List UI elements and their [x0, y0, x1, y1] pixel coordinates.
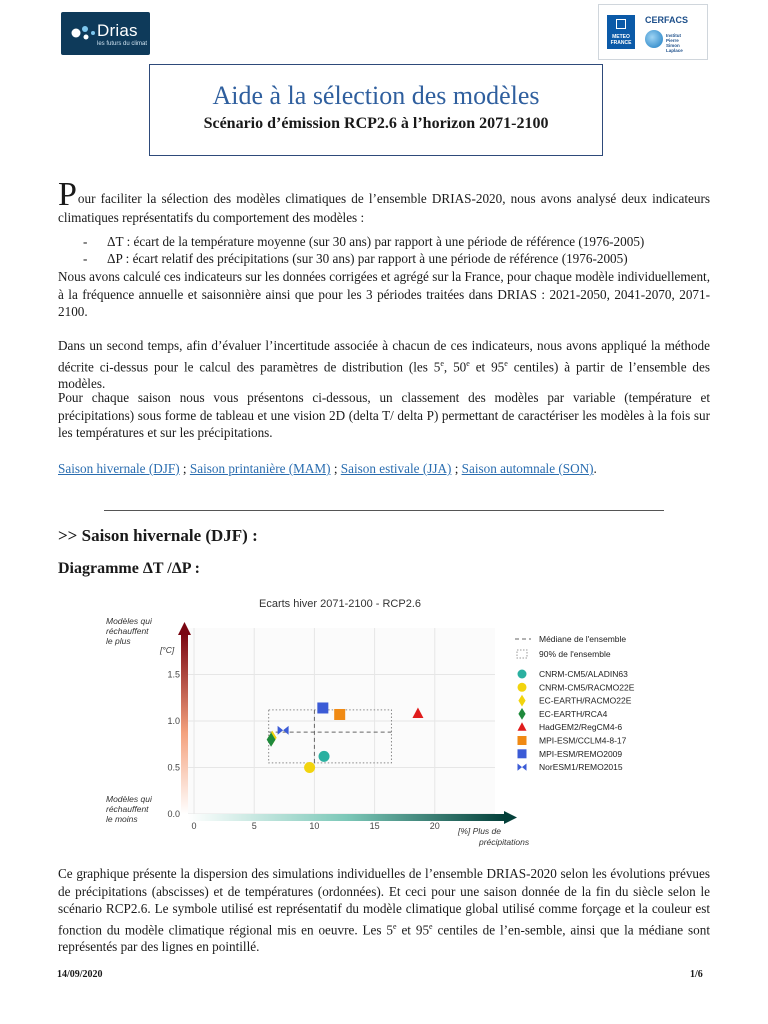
section-heading: >> Saison hivernale (DJF) : [58, 526, 258, 545]
p3-text-d: centiles) à partir de l’ensemble des modèles. [58, 358, 710, 392]
ipsl-line1: Institut [666, 33, 681, 38]
annotation-line: Modèles qui [106, 616, 152, 626]
y-axis-label: [°C] [160, 645, 175, 655]
link-separator: ; [451, 461, 462, 476]
plot-area [167, 622, 517, 831]
legend-marker [518, 722, 527, 731]
drias-logo-tagline: les futurs du climat [97, 41, 148, 47]
legend-label: CNRM-CM5/RACMO22E [539, 682, 635, 693]
y-tick-label: 0.5 [167, 762, 180, 773]
bullet-delta-p [83, 250, 628, 268]
page-title: Aide à la sélection des modèles [212, 81, 540, 110]
diagram-heading: Diagramme ΔT /ΔP : [58, 560, 200, 577]
p3-text-a: Dans un second temps, afin d’évaluer l’incertitude associée à chacun de ces indicateurs, nous avons appliqué la méthode décrite ci-dessus pour le calcul des paramètres de distribution (les 5 [58, 338, 710, 374]
link-season-son[interactable]: Saison automnale (SON) [461, 461, 594, 476]
link-season-jja[interactable]: Saison estivale (JJA) [340, 461, 452, 476]
intro-text: our faciliter la sélection des modèles climatiques de l’ensemble DRIAS-2020, nous avons analysé deux indicateurs climatiques représentatifs du comportement des modèles : [58, 191, 710, 225]
p3-text-c: et 95 [469, 358, 505, 374]
x-axis-arrow-icon [504, 811, 517, 824]
ipsl-globe-icon [645, 30, 663, 48]
intro-paragraph [58, 176, 710, 227]
cerfacs-logo: CERFACS [645, 15, 689, 25]
x-axis-label-line1: [%] Plus de [458, 826, 501, 836]
data-point [304, 762, 315, 773]
meteo-france-line1: METEO [612, 34, 630, 40]
sup-e: e [466, 358, 470, 368]
page-subtitle: Scénario d’émission RCP2.6 à l’horizon 2071-2100 [203, 115, 549, 132]
legend-marker [518, 764, 527, 771]
presentation-paragraph: Pour chaque saison nous vous présentons ci-dessous, un classement des modèles par variable (température et précipitations) sous forme de tableau et une vision 2D (delta T/ delta P) permettant de caractériser les modèles à la fois sur les températures et sur les précipitations. [58, 390, 710, 440]
legend-marker [518, 695, 525, 707]
legend-range-swatch [517, 650, 527, 658]
link-end: . [593, 461, 597, 476]
x-tick-label: 15 [369, 821, 380, 831]
divider [104, 510, 664, 511]
meteo-france-logo [607, 15, 635, 49]
link-season-mam[interactable]: Saison printanière (MAM) [189, 461, 331, 476]
p3-text-b: , 50 [443, 358, 467, 374]
x-tick-label: 20 [429, 821, 440, 831]
y-axis-gradient-bar [181, 634, 188, 814]
data-point [317, 702, 328, 713]
sup-e: e [440, 358, 444, 368]
drop-cap: P [58, 176, 77, 213]
annotation-line: le plus [106, 636, 131, 646]
ipsl-line4: Laplace [666, 48, 683, 53]
bullet-dash: - [83, 251, 88, 266]
y-tick-label: 0.0 [167, 809, 180, 819]
footer-date: 14/09/2020 [57, 969, 103, 980]
x-tick-label: 10 [309, 821, 320, 831]
drias-logo-mark-icon [71, 24, 97, 42]
data-point [334, 709, 345, 720]
ipsl-line2: Pierre [666, 38, 679, 43]
drias-logo-text: Drias [97, 21, 138, 40]
annotation-line: réchauffent [106, 804, 149, 814]
legend-label: EC-EARTH/RACMO22E [539, 695, 632, 706]
chart-legend [515, 634, 635, 772]
caption-text-1: Ce graphique présente la dispersion des simulations individuelles de l’ensemble DRIAS-2020 selon les évolutions prévues de précipitations (abscisses) et de températures (ordonnées). Et ceci pour une saison donnée de la fin du siècle selon le scénario RCP2.6. Le symbole utilisé est représentatif du modèle climatique global utilisé comme forçage et la couleur est fonction du modèle climatique régional mis en oeuvre. Les 5 [58, 866, 710, 937]
legend-marker [518, 749, 527, 758]
ipsl-logo [666, 33, 683, 53]
x-axis-gradient-bar [188, 814, 505, 821]
legend-marker [518, 670, 527, 679]
link-separator: ; [330, 461, 341, 476]
bullet-text: ΔT : écart de la température moyenne (sur 30 ans) par rapport à une période de référence (1976-2005) [107, 234, 645, 249]
legend-label: MPI-ESM/REMO2009 [539, 748, 623, 759]
meteo-france-square-icon [616, 19, 626, 29]
drias-logo [61, 12, 150, 55]
bullet-delta-t [83, 233, 644, 251]
uncertainty-paragraph [58, 337, 710, 393]
y-bottom-annotation [106, 794, 153, 824]
sup-e: e [504, 358, 508, 368]
x-axis-label-line2: précipitations [479, 837, 530, 847]
annotation-line: réchauffent [106, 626, 149, 636]
x-tick-label: 5 [251, 821, 257, 831]
annotation-line: le moins [106, 814, 138, 824]
annotation-line: Modèles qui [106, 794, 152, 804]
legend-marker [518, 683, 527, 692]
caption-text-3: centiles de l’en-semble, ainsi que la médiane sont représentés par des lignes en pointillé. [58, 921, 710, 955]
caption-text-2: et 95 [396, 921, 430, 937]
sup-e: e [429, 921, 433, 931]
scatter-chart [100, 592, 670, 850]
meteo-france-line2: FRANCE [610, 40, 632, 46]
link-separator: ; [179, 461, 190, 476]
partner-logos [598, 4, 708, 60]
legend-label: NorESM1/REMO2015 [539, 762, 623, 773]
y-top-annotation [106, 616, 153, 646]
legend-median-label: Médiane de l'ensemble [539, 634, 627, 644]
x-tick-label: 0 [191, 821, 197, 831]
chart-caption [58, 865, 710, 956]
legend-label: HadGEM2/RegCM4-6 [539, 722, 623, 733]
page-number: 1/6 [690, 969, 703, 980]
legend-label: EC-EARTH/RCA4 [539, 708, 608, 719]
y-tick-label: 1.5 [167, 669, 180, 680]
sup-e: e [393, 921, 397, 931]
legend-label: CNRM-CM5/ALADIN63 [539, 669, 628, 679]
link-season-djf[interactable]: Saison hivernale (DJF) [58, 461, 180, 476]
data-point [319, 751, 330, 762]
legend-range-label: 90% de l'ensemble [539, 649, 611, 659]
legend-label: MPI-ESM/CCLM4-8-17 [539, 735, 627, 746]
chart-title: Ecarts hiver 2071-2100 - RCP2.6 [258, 598, 422, 610]
calc-paragraph: Nous avons calculé ces indicateurs sur les données corrigées et agrégé sur la France, pour chaque modèle individuellement, à la fréquence annuelle et saisonnière ainsi que pour les 3 périodes traitées dans DRIAS : 2021-2050, 2041-2070, 2071-2100. [58, 269, 710, 319]
legend-marker [518, 708, 525, 720]
ipsl-line3: Simon [666, 43, 680, 48]
season-links [58, 461, 597, 477]
y-tick-label: 1.0 [167, 716, 180, 726]
bullet-dash: - [83, 234, 88, 249]
bullet-text: ΔP : écart relatif des précipitations (sur 30 ans) par rapport à une période de référence (1976-2005) [107, 251, 628, 266]
legend-marker [518, 736, 527, 745]
title-box [149, 64, 603, 156]
